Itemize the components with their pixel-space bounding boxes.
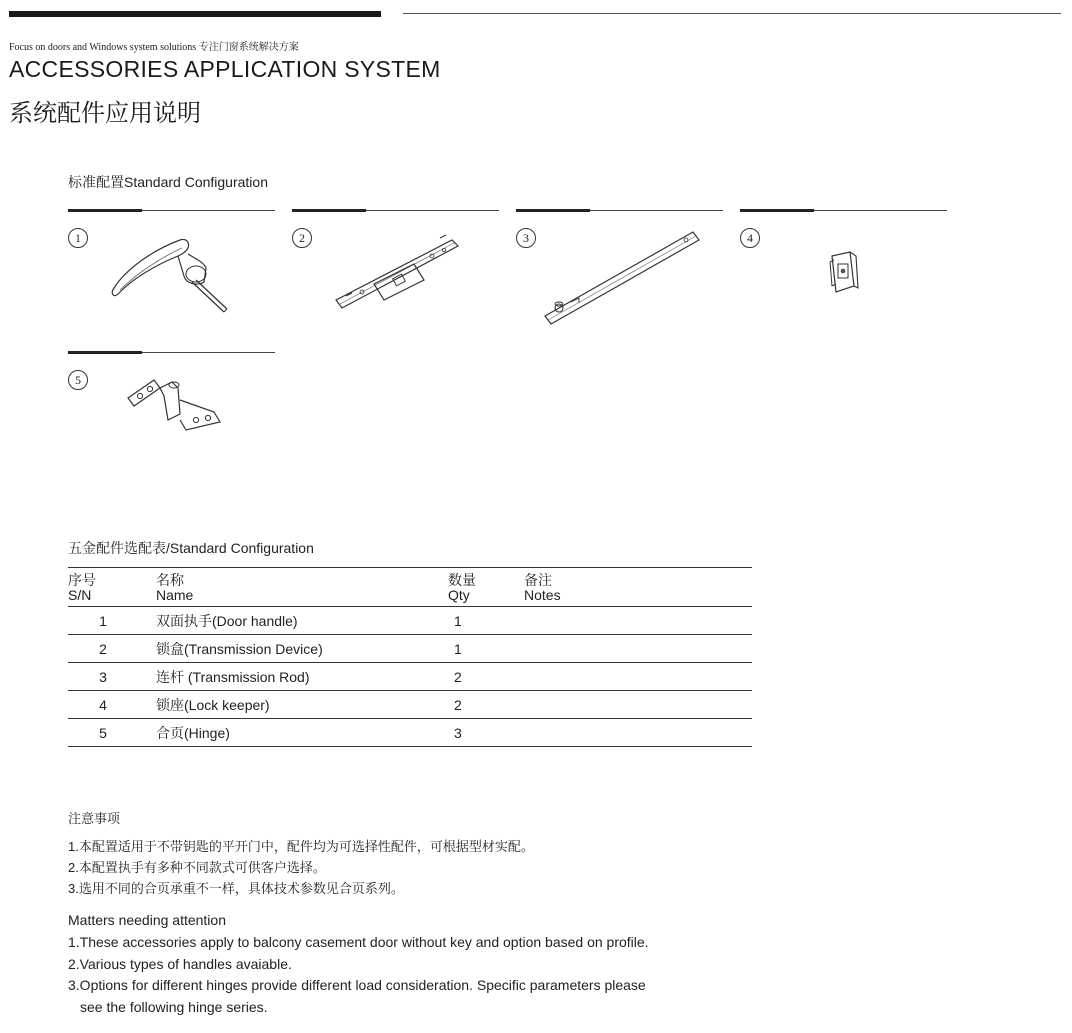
cell-name: 合页(Hinge) — [138, 719, 448, 747]
cell-name: 锁座(Lock keeper) — [138, 691, 448, 719]
standard-config-heading: 标准配置Standard Configuration — [68, 174, 268, 190]
header-rule-thin — [403, 13, 1061, 14]
door-handle-icon — [108, 228, 238, 318]
page-title-en: ACCESSORIES APPLICATION SYSTEM — [9, 56, 441, 82]
accessory-card-5 — [68, 352, 275, 482]
config-table — [68, 567, 752, 747]
cell-sn: 5 — [68, 719, 138, 747]
card-rule-accent — [292, 209, 366, 212]
cell-sn: 1 — [68, 607, 138, 635]
cell-name: 锁盒(Transmission Device) — [138, 635, 448, 663]
tagline: Focus on doors and Windows system solutions 专注门窗系统解决方案 — [9, 42, 299, 53]
transmission-rod-icon — [541, 228, 706, 333]
cell-sn: 3 — [68, 663, 138, 691]
col-header-notes: 备注 Notes — [524, 568, 752, 607]
notes-en-item-2: 2.Various types of handles avaiable. — [68, 956, 292, 972]
accessory-card-4 — [740, 210, 947, 340]
table-row — [68, 663, 752, 691]
notes-en-item-3: 3.Options for different hinges provide different load consideration. Specific parameters please — [68, 977, 646, 993]
card-rule-accent — [740, 209, 814, 212]
cell-qty: 2 — [448, 691, 524, 719]
col-header-qty: 数量 Qty — [448, 568, 524, 607]
item-number: 2 — [292, 228, 312, 248]
cell-notes — [524, 663, 752, 691]
cell-sn: 2 — [68, 635, 138, 663]
header-rule-thick — [9, 11, 381, 17]
table-row — [68, 635, 752, 663]
col-header-sn: 序号 S/N — [68, 568, 138, 607]
card-rule-accent — [68, 209, 142, 212]
accessory-card-3 — [516, 210, 723, 340]
item-number: 3 — [516, 228, 536, 248]
notes-en-item-1: 1.These accessories apply to balcony casement door without key and option based on profile. — [68, 934, 649, 950]
accessory-card-2 — [292, 210, 499, 340]
cell-qty: 3 — [448, 719, 524, 747]
lock-keeper-icon — [826, 250, 862, 296]
cell-qty: 2 — [448, 663, 524, 691]
card-rule-accent — [516, 209, 590, 212]
cell-qty: 1 — [448, 635, 524, 663]
notes-cn-heading: 注意事项 — [68, 811, 121, 826]
page-title-cn: 系统配件应用说明 — [9, 100, 201, 127]
cell-sn: 4 — [68, 691, 138, 719]
notes-en-heading: Matters needing attention — [68, 912, 226, 928]
table-row — [68, 719, 752, 747]
hinge-icon — [124, 374, 232, 436]
table-header-row — [68, 568, 752, 607]
notes-en-item-3-cont: see the following hinge series. — [80, 999, 268, 1015]
notes-cn-item-1: 1.本配置适用于不带钥匙的平开门中，配件均为可选择性配件，可根据型材实配。 — [68, 839, 534, 854]
item-number: 4 — [740, 228, 760, 248]
cell-notes — [524, 691, 752, 719]
table-heading: 五金配件选配表/Standard Configuration — [68, 540, 314, 556]
accessory-card-1 — [68, 210, 275, 340]
cell-name: 连杆 (Transmission Rod) — [138, 663, 448, 691]
table-row — [68, 607, 752, 635]
cell-notes — [524, 635, 752, 663]
cell-name: 双面执手(Door handle) — [138, 607, 448, 635]
cell-qty: 1 — [448, 607, 524, 635]
cell-notes — [524, 607, 752, 635]
item-number: 5 — [68, 370, 88, 390]
table-row — [68, 691, 752, 719]
cell-notes — [524, 719, 752, 747]
item-number: 1 — [68, 228, 88, 248]
notes-cn-item-3: 3.选用不同的合页承重不一样，具体技术参数见合页系列。 — [68, 881, 404, 896]
transmission-device-icon — [332, 230, 467, 315]
card-rule-accent — [68, 351, 142, 354]
notes-cn-item-2: 2.本配置执手有多种不同款式可供客户选择。 — [68, 860, 326, 875]
col-header-name: 名称 Name — [138, 568, 448, 607]
